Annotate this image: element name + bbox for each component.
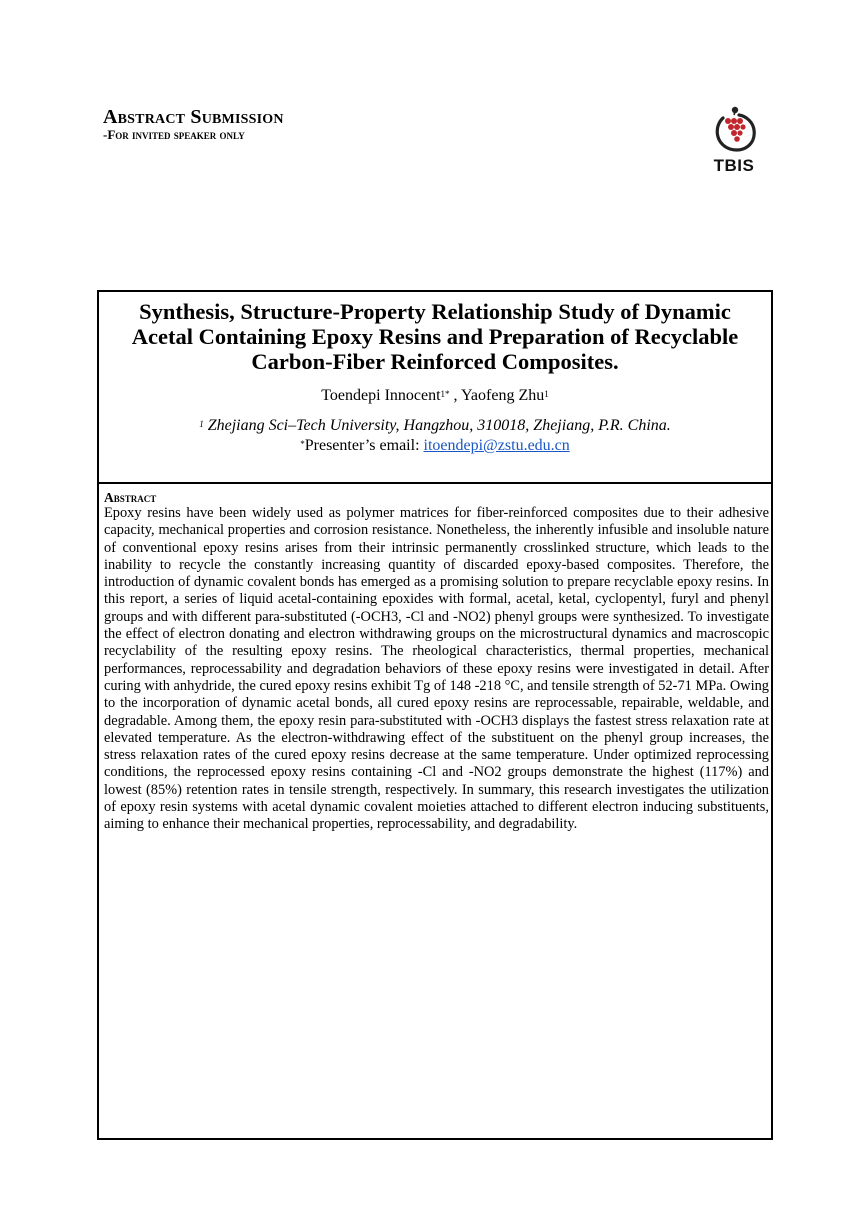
affiliation: Zhejiang Sci–Tech University, Hangzhou, 310018, Zhejiang, P.R. China. <box>203 417 671 434</box>
author-separator: , <box>449 387 461 404</box>
author-1-sup: 1* <box>440 389 450 399</box>
abstract-heading: Abstract <box>104 490 157 505</box>
email-label: Presenter’s email: <box>304 437 424 454</box>
title-box <box>99 292 771 484</box>
author-2: Yaofeng Zhu <box>460 387 545 404</box>
header-subtitle: -For invited speaker only <box>103 127 245 142</box>
abstract-section <box>104 490 769 834</box>
logo-text: TBIS <box>713 156 755 175</box>
abstract-frame <box>97 290 773 1140</box>
abstract-body: Epoxy resins have been widely used as polymer matrices for fiber-reinforced composites due to their adhesive capacity, mechanical properties and corrosion resistance. Nonetheless, the inherently infusible and insoluble nature of conventional epoxy resins arises from their intrinsic permanently crosslinked structure, which leads to the inability to recycle the constantly increasing quantity of discarded epoxy-based composites. Therefore, the introduction of dynamic covalent bonds has emerged as a promising solution to prepare recyclable epoxy resins. In this report, a series of liquid acetal-containing epoxides with formal, acetal, ketal, cyclopentyl, furyl and phenyl groups and with different para-substituted (-OCH3, -Cl and -NO2) phenyl groups were synthesized. To investigate the effect of electron donating and electron withdrawing groups on the microstructural dynamics and macroscopic recyclability of the resulting epoxy resins. The rheological characteristics, thermal properties, mechanical performances, reprocessability and degradation behaviors of these epoxy resins were investigated in detail. After curing with anhydride, the cured epoxy resins exhibit Tg of 148 -218 °C, and tensile strength of 52-71 MPa. Owing to the incorporation of dynamic acetal bonds, all cured epoxy resins are reprocessable, repairable, weldable, and degradable. Among them, the epoxy resin para-substituted with -OCH3 displays the fastest stress relaxation rate at elevated temperature. As the electron-withdrawing effect of the substituent on the phenyl group increases, the stress relaxation rates of the cured epoxy resins decrease at the same temperature. Under optimized reprocessing conditions, the reprocessed epoxy resins containing -Cl and -NO2 groups demonstrate the highest (117%) and lowest (85%) retention rates in tensile strength, respectively. In summary, this research investigates the utilization of epoxy resin systems with acetal dynamic covalent moieties attached to different electron inducing substituents, aiming to enhance their mechanical properties, reprocessability, and degradability. <box>104 505 769 833</box>
affiliation-sup: 1 <box>199 419 204 429</box>
header-block <box>103 106 284 142</box>
header-title: Abstract Submission <box>103 106 284 128</box>
tbis-logo <box>706 104 762 178</box>
authors-line <box>99 387 771 405</box>
email-link[interactable]: itoendepi@zstu.edu.cn <box>423 437 570 454</box>
email-sup: * <box>300 439 305 449</box>
affiliation-line <box>99 417 771 435</box>
tbis-logo-icon <box>706 104 762 156</box>
email-line <box>99 437 771 455</box>
author-1: Toendepi Innocent <box>321 387 441 404</box>
author-2-sup: 1 <box>544 389 549 399</box>
paper-title: Synthesis, Structure-Property Relationship Study of Dynamic Acetal Containing Epoxy Resins and Preparation of Recyclable Carbon-Fiber Reinforced Composites. <box>131 299 739 374</box>
